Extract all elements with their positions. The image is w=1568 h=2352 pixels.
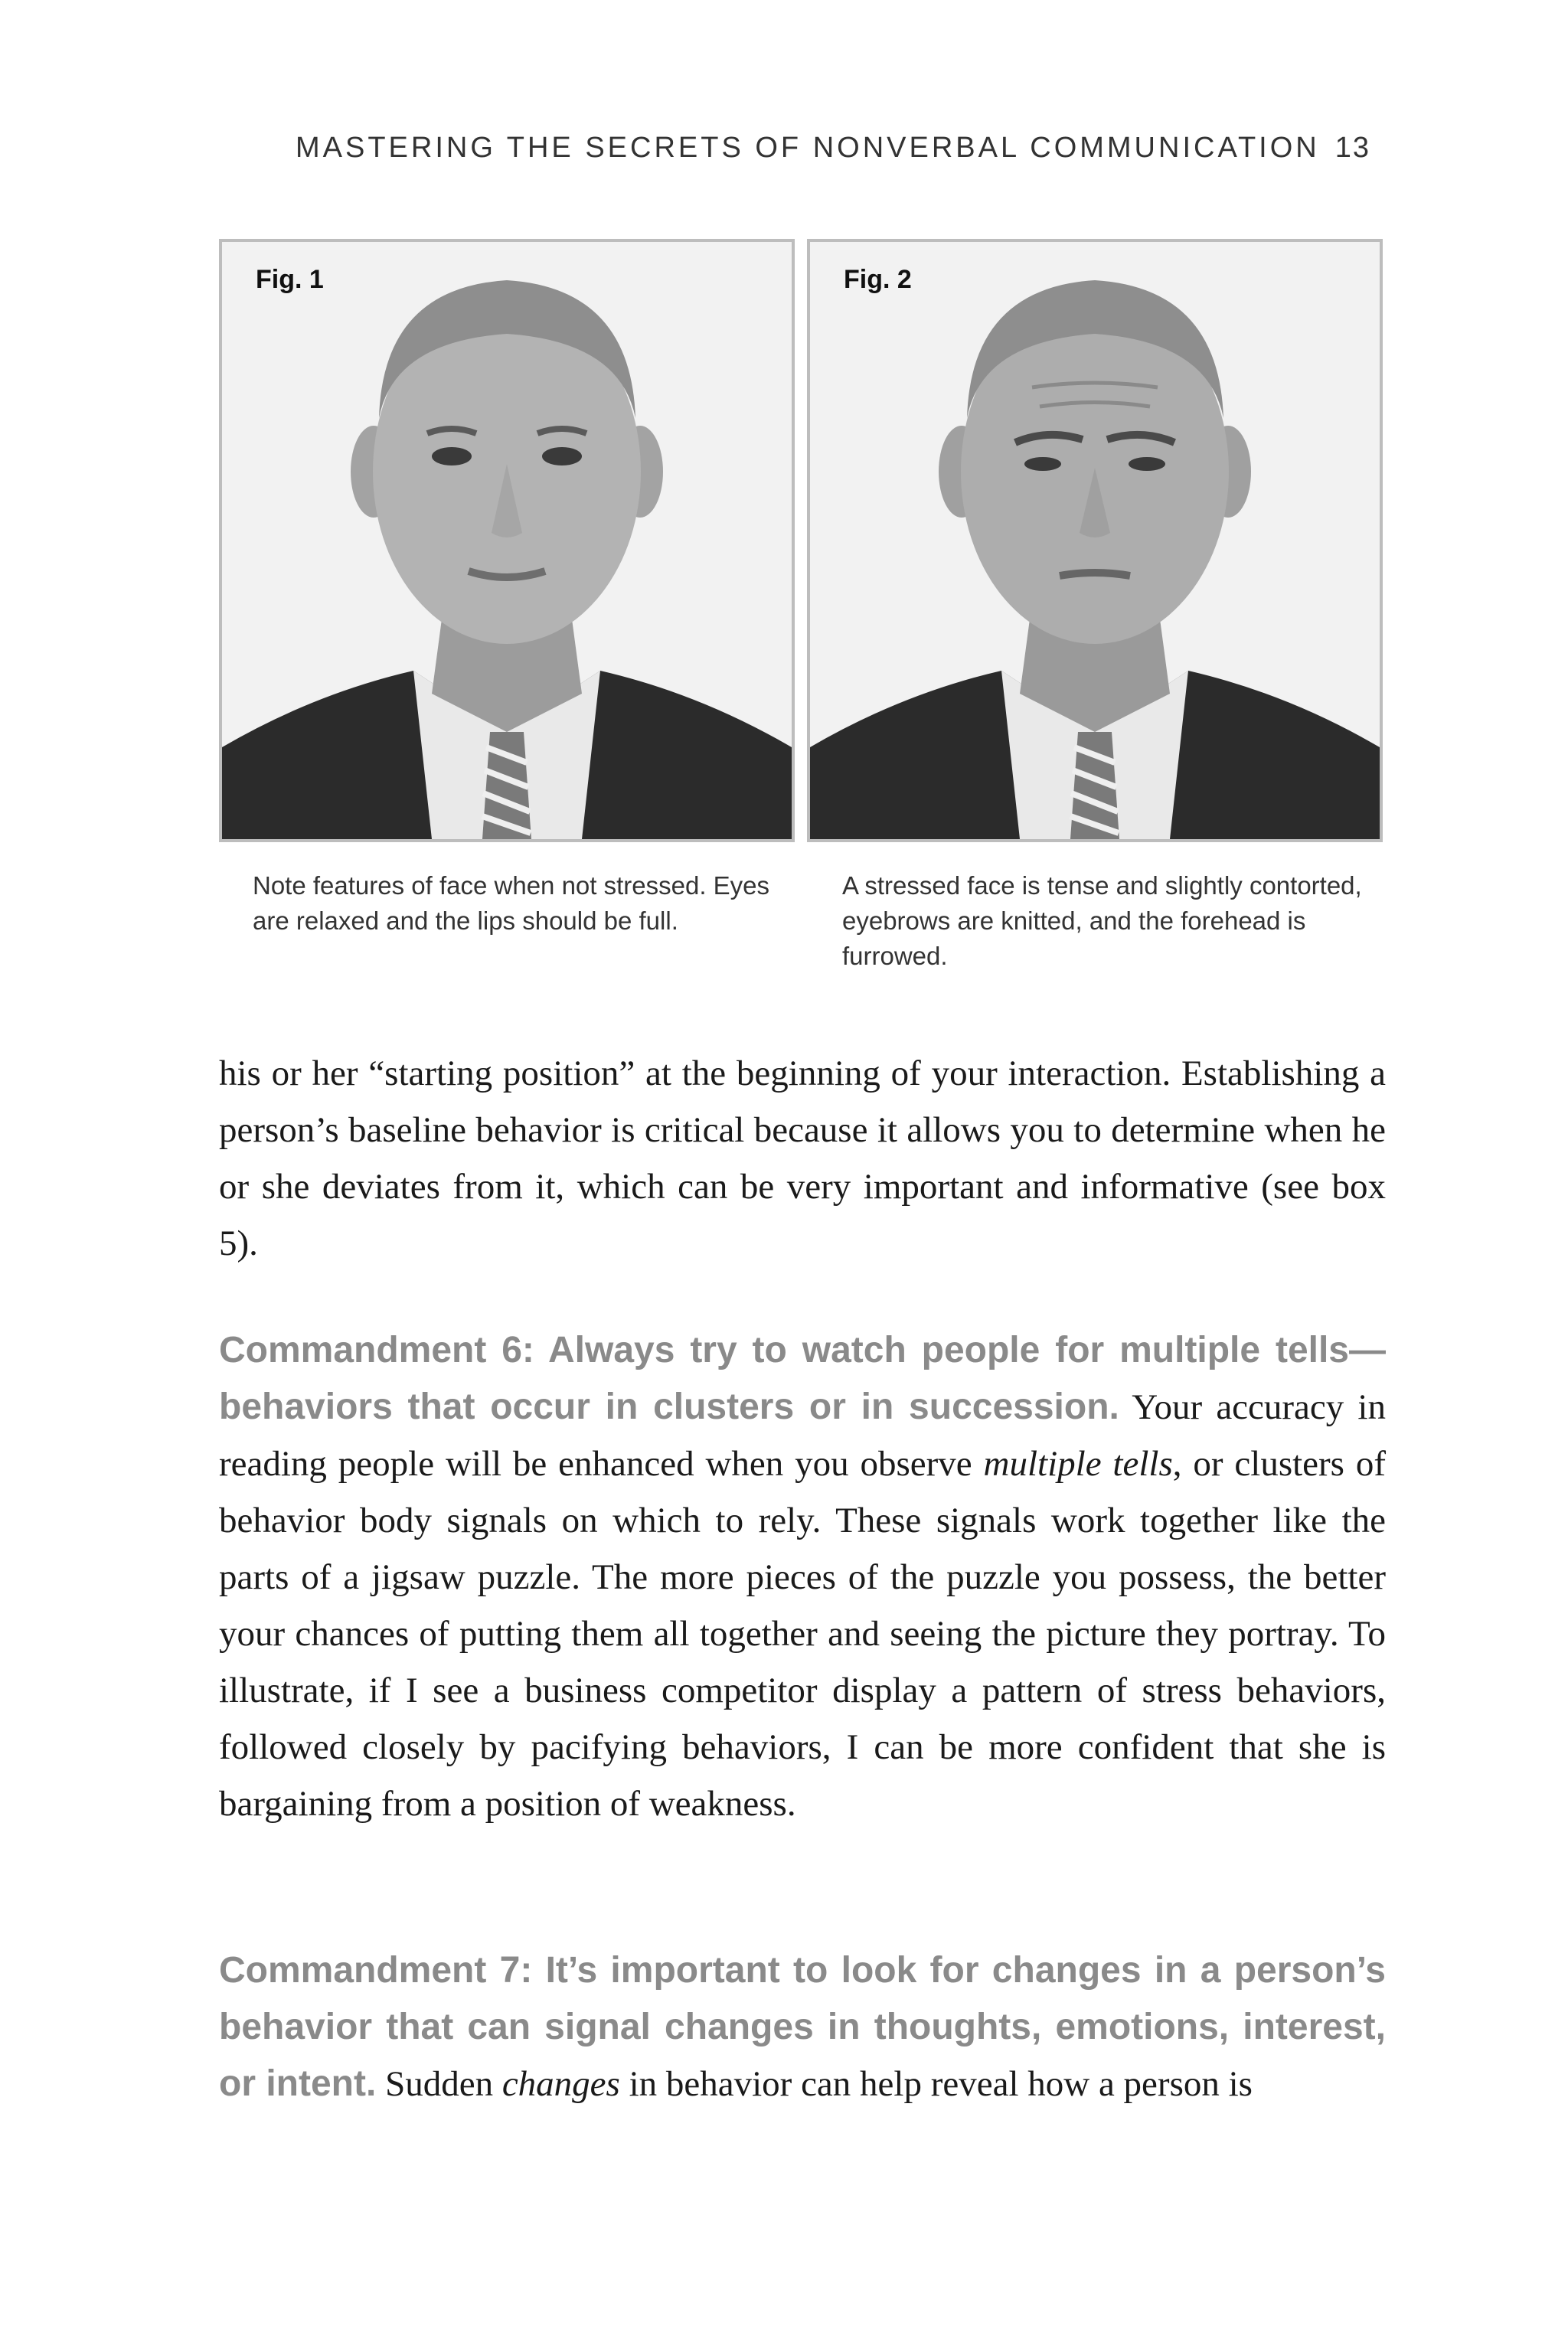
commandment-6-emphasis: multiple tells bbox=[983, 1444, 1173, 1484]
figure-1-caption: Note features of face when not stressed. Eyes are relaxed and the lips should be full. bbox=[253, 871, 770, 935]
figure-2-photo bbox=[810, 242, 1380, 839]
paragraph-commandment-7 bbox=[219, 1942, 1386, 2112]
figure-1 bbox=[219, 239, 795, 842]
page-number: 13 bbox=[1334, 132, 1370, 164]
paragraph-baseline: his or her “starting position” at the beginning of your interaction. Establishing a person’s baseline behavior is critical because it allows you to determine when he or she deviates from it, which can be very important and informative (see box 5). bbox=[219, 1054, 1386, 1263]
commandment-7-text-2: in behavior can help reveal how a person is bbox=[619, 2064, 1253, 2104]
figure-2-label: Fig. 2 bbox=[844, 265, 912, 294]
commandment-6-text-1: Your accuracy in reading people will be enhanced when you observe bbox=[219, 1387, 1386, 1484]
paragraph-commandment-6 bbox=[219, 1322, 1386, 1832]
running-title: MASTERING THE SECRETS OF NONVERBAL COMMUNICATION bbox=[296, 132, 1320, 164]
running-head bbox=[296, 132, 1370, 165]
figure-1-label: Fig. 1 bbox=[256, 265, 324, 294]
commandment-7-text-1: Sudden bbox=[376, 2064, 502, 2104]
figure-2 bbox=[807, 239, 1383, 842]
figure-2-caption: A stressed face is tense and slightly contorted, eyebrows are knitted, and the forehead is furrowed. bbox=[842, 871, 1362, 970]
commandment-7-emphasis: changes bbox=[501, 2064, 620, 2104]
figure-1-photo bbox=[222, 242, 792, 839]
commandment-6-text-2: , or clusters of behavior body signals on which to rely. These signals work together like the parts of a jigsaw puzzle. The more pieces of the puzzle you possess, the better your chances of putting them all together and seeing the picture they portray. To illustrate, if I see a business competitor display a pattern of stress behaviors, followed closely by pacifying behaviors, I can be more confident that she is bargaining from a position of weakness. bbox=[219, 1444, 1386, 1824]
commandment-7-heading: Commandment 7: It’s important to look for changes in a person’s behavior that can signal changes in thoughts, emotions, interest, or intent. bbox=[219, 1950, 1386, 2104]
commandment-6-heading: Commandment 6: Always try to watch people for multiple tells—behaviors that occur in clusters or in succession. bbox=[219, 1330, 1386, 1427]
